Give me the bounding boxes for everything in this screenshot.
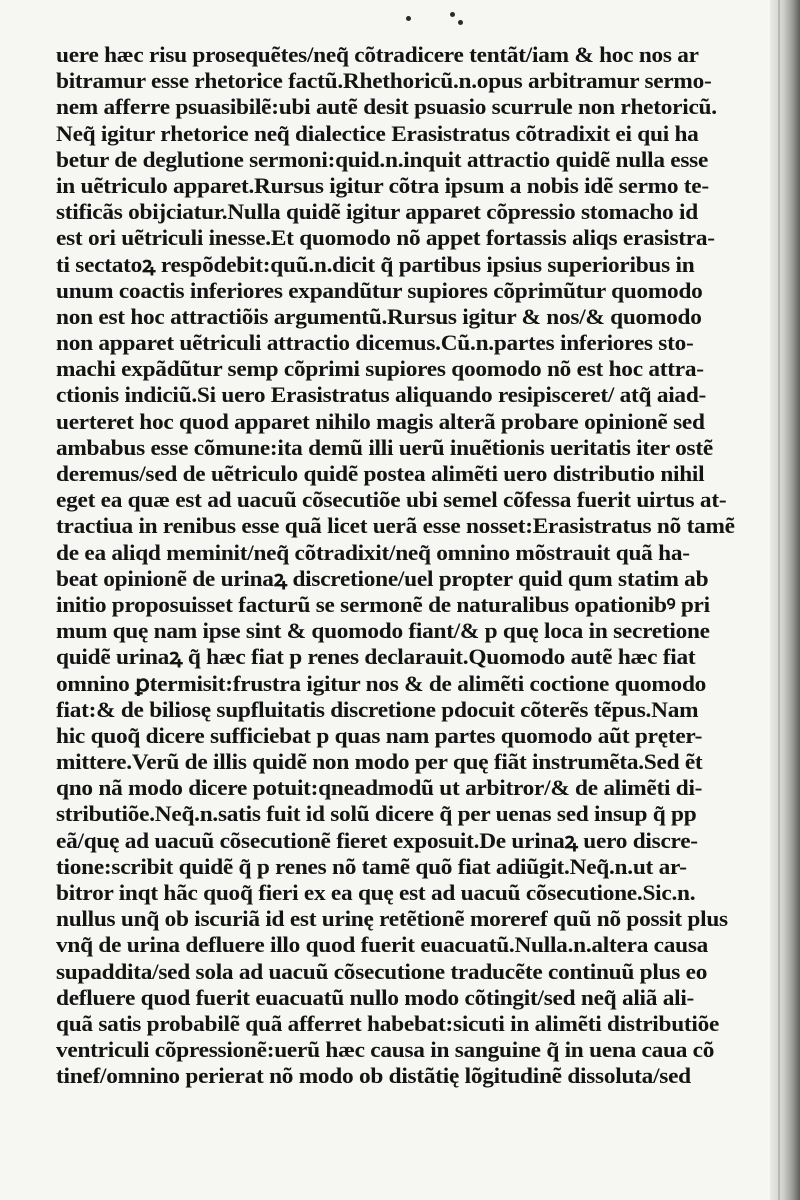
hyphen-mark: - [701, 172, 709, 198]
text-line-words: est ori uẽtriculi inesse.Et quomodo nõ appet fortassis aliqs erasistra [56, 225, 708, 251]
body-text [56, 42, 776, 1090]
text-line [56, 592, 800, 618]
text-line-words: de ea aliqd meminit/neq̃ cõtradixit/neq̃ omnino mõstrauit quã ha [56, 539, 683, 565]
text-line [56, 801, 800, 827]
text-line [56, 461, 800, 487]
text-line [56, 487, 800, 513]
text-line-words: unum coactis inferiores expandũtur supiores cõprimũtur quomodo [56, 277, 703, 303]
text-line [56, 330, 800, 356]
text-line-words: ctionis indiciũ.Si uero Erasistratus aliquando resipisceret/ atq̃ aiad [56, 382, 699, 408]
hyphen-mark: - [686, 330, 694, 356]
text-line [56, 304, 800, 330]
text-line-words: mum quę nam ipse sint & quomodo fiant/& p quę loca in secretione [56, 618, 710, 644]
text-line [56, 278, 800, 304]
text-line [56, 618, 800, 644]
hyphen-mark: - [679, 853, 687, 879]
text-line-words: qno nã modo dicere potuit:qneadmodũ ut arbitror/& de alimẽti di [56, 775, 695, 801]
page-edge-shadow [770, 0, 800, 1200]
text-line [56, 880, 800, 906]
text-line [56, 1037, 800, 1063]
hyphen-mark: - [694, 722, 703, 748]
printer-marks [400, 6, 520, 36]
text-line [56, 42, 800, 68]
text-line-words: vnq̃ de urina defluere illo quod fuerit euacuatũ.Nulla.n.altera causa [56, 932, 709, 958]
text-line [56, 199, 800, 225]
text-line [56, 513, 800, 539]
text-line [56, 723, 800, 749]
text-line [56, 644, 800, 670]
text-line-words: bitramur esse rhetorice factũ.Rhethoricũ.n.opus arbitramur sermo [56, 68, 704, 94]
text-line-words: machi expãdũtur semp cõprimi supiores qoomodo nõ est hoc attra [56, 356, 697, 382]
hyphen-mark: - [703, 68, 712, 94]
text-line-words: ti sectatoꝝ respõdebit:quũ.n.dicit q̃ partibus ipsius superioribus in [56, 251, 695, 277]
printer-dot [450, 12, 455, 17]
hyphen-mark: - [682, 539, 690, 565]
text-line-words: fiat:& de biliosę supfluitatis discretione pdocuit cõterẽs tẽpus.Nam [56, 696, 699, 722]
text-line-words: nem afferre psuasibilẽ:ubi autẽ desit psuasio scurrule non rhetoricũ. [56, 94, 717, 120]
text-line-words: ventriculi cõpressionẽ:uerũ hæc causa in sanguine q̃ in uena caua cõ [56, 1037, 715, 1063]
text-line-words: non est hoc attractiõis argumentũ.Rursus igitur & nos/& quomodo [56, 303, 702, 329]
text-line-words: quidẽ urinaꝝ q̃ hæc fiat p renes declarauit.Quomodo autẽ hæc fiat [56, 644, 696, 670]
text-line-words: beat opinionẽ de urinaꝝ discretione/uel propter quid qum statim ab [56, 565, 709, 591]
text-line-words: stributiõe.Neq̃.n.satis fuit id solũ dicere q̃ per uenas sed insup q̃ pp [56, 801, 697, 827]
text-line-words: defluere quod fuerit euacuatũ nullo modo cõtingit/sed neq̃ aliã ali [56, 984, 687, 1010]
text-line-words: in uẽtriculo apparet.Rursus igitur cõtra ipsum a nobis idẽ sermo te [56, 172, 702, 198]
text-line [56, 932, 800, 958]
text-line [56, 1063, 800, 1089]
gutter-fold [778, 0, 780, 1200]
text-line-words: hic quoq̃ dicere sufficiebat p quas nam partes quomodo aũt pręter [56, 722, 695, 748]
text-line [56, 356, 800, 382]
hyphen-mark: - [686, 984, 695, 1010]
text-line-words: uerteret hoc quod apparet nihilo magis alterã probare opinionẽ sed [56, 408, 705, 434]
text-line-words: betur de deglutione sermoni:quid.n.inquit attractio quidẽ nulla esse [56, 146, 709, 172]
text-line [56, 854, 800, 880]
text-line [56, 94, 800, 120]
hyphen-mark: - [718, 487, 727, 513]
text-line-words: eget ea quæ est ad uacuũ cõsecutiõe ubi semel cõfessa fuerit uirtus at [56, 487, 719, 513]
text-line [56, 252, 800, 278]
text-line-words: nullus unq̃ ob iscuriã id est urinę retẽtionẽ moreref quũ nõ possit plus [56, 906, 728, 932]
text-line-words: mittere.Verũ de illis quidẽ non modo per quę fiãt instrumẽta.Sed ẽt [56, 749, 703, 775]
text-line [56, 409, 800, 435]
text-line-words: ambabus esse cõmune:ita demũ illi uerũ inuẽtionis ueritatis iter ostẽ [56, 434, 713, 460]
text-line-words: tinef/omnino perierat nõ modo ob distãtię lõgitudinẽ dissoluta/sed [56, 1063, 691, 1089]
text-line-words: bitror inqt hãc quoq̃ fieri ex ea quę est ad uacuũ cõsecutione.Sic.n. [56, 880, 696, 905]
hyphen-mark: - [707, 225, 715, 251]
text-line [56, 540, 800, 566]
text-line [56, 828, 800, 854]
text-line-words: supaddita/sed sola ad uacuũ cõsecutione traducẽte continuũ plus eo [56, 958, 708, 984]
text-line-words: stificãs obijciatur.Nulla quidẽ igitur apparet cõpressio stomacho id [56, 199, 698, 225]
text-line-words: quã satis probabilẽ quã afferret habebat:sicuti in alimẽti distributiõe [56, 1010, 720, 1036]
text-line [56, 1011, 800, 1037]
text-line-words: omnino ꝑtermisit:frustra igitur nos & de alimẽti coctione quomodo [56, 670, 707, 696]
text-line-words: deremus/sed de uẽtriculo quidẽ postea alimẽti uero distributio nihil [56, 461, 705, 486]
hyphen-mark: - [696, 356, 704, 382]
text-line-words: tione:scribit quidẽ q̃ p renes nõ tamẽ quõ fiat adiũgit.Neq̃.n.ut ar [56, 853, 680, 879]
text-line [56, 147, 800, 173]
text-line [56, 906, 800, 932]
text-line [56, 566, 800, 592]
text-line-words: eã/quę ad uacuũ cõsecutionẽ fieret exposuit.De urinaꝝ uero discre [56, 827, 691, 853]
text-line [56, 775, 800, 801]
text-line-words: uere hæc risu prosequẽtes/neq̃ cõtradicere tentãt/iam & hoc nos ar [56, 42, 699, 67]
text-line-words: non apparet uẽtriculi attractio dicemus.Cũ.n.partes inferiores sto [56, 330, 687, 356]
text-line [56, 671, 800, 697]
bleed-through-marks [128, 1120, 308, 1144]
text-line-words: initio proposuisset facturũ se sermonẽ de naturalibus opationibꝰ pri [56, 591, 710, 617]
text-line [56, 985, 800, 1011]
text-line [56, 697, 800, 723]
hyphen-mark: - [698, 382, 707, 408]
hyphen-mark: - [690, 827, 698, 853]
text-line [56, 173, 800, 199]
text-line [56, 959, 800, 985]
hyphen-mark: - [694, 775, 703, 801]
text-line [56, 68, 800, 94]
text-line [56, 225, 800, 251]
text-line-words: Neq̃ igitur rhetorice neq̃ dialectice Erasistratus cõtradixit ei qui ha [56, 120, 699, 146]
text-line [56, 435, 800, 461]
text-line-words: tractiua in renibus esse quã licet uerã esse nosset:Erasistratus nõ tamẽ [56, 513, 735, 539]
text-line [56, 749, 800, 775]
printer-dot [458, 20, 463, 25]
text-line [56, 121, 800, 147]
printer-dot [406, 16, 411, 21]
text-line [56, 382, 800, 408]
